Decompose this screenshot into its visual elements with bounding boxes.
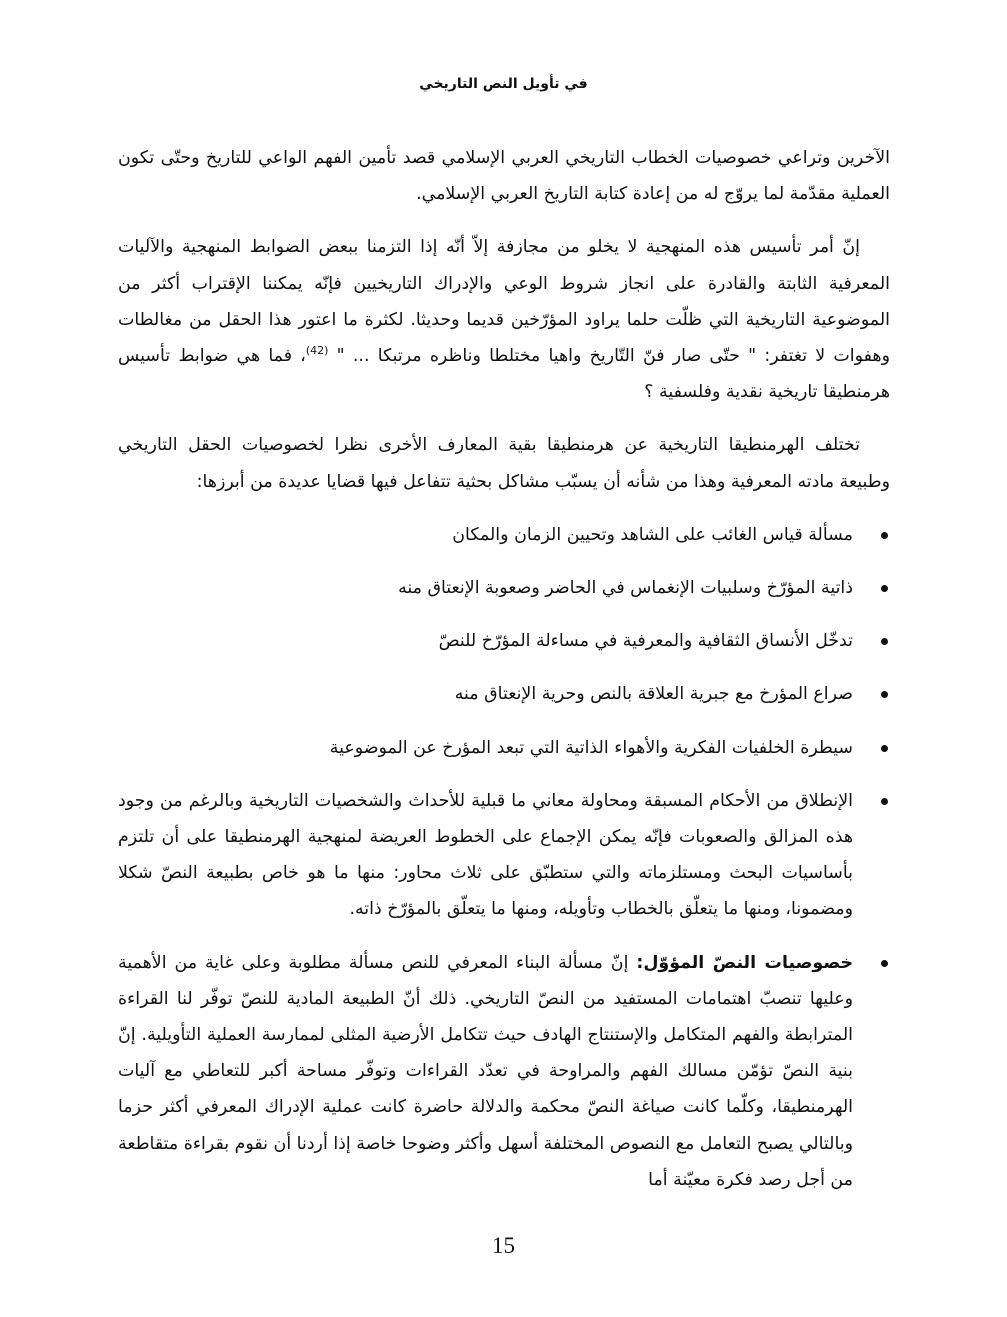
footnote-reference: (42) <box>305 344 329 358</box>
list-item <box>118 676 890 712</box>
running-header-title: في تأويل النص التاريخي <box>419 76 588 92</box>
list-item-text: الإنطلاق من الأحكام المسبقة ومحاولة معاني ما قبلية للأحداث والشخصيات التاريخية وبالرغم من وجود هذه المزالق والصعوبات فإنّه يمكن الإجماع على الخطوط العريضة لمنهجية الهرمنطيقا على أن تلتزم بأساسيات البحث ومستلزماته والتي ستطبّق على ثلاث محاور: منها ما هو خاص بطبيعة النصّ شكلا ومضمونا، ومنها ما يتعلّق بالخطاب وتأويله، ومنها ما يتعلّق بالمؤرّخ ذاته. <box>118 790 853 920</box>
paragraph-1: الآخرين وتراعي خصوصيات الخطاب التاريخي العربي الإسلامي قصد تأمين الفهم الواعي للتاريخ وحتّى تكون العملية مقدّمة لما يروّج له من إعادة كتابة التاريخ العربي الإسلامي. <box>118 148 890 205</box>
bullet-icon <box>881 960 888 967</box>
list-item-text: سيطرة الخلفيات الفكرية والأهواء الذاتية التي تبعد المؤرخ عن الموضوعية <box>329 737 853 758</box>
list-item-text: تدخّل الأنساق الثقافية والمعرفية في مساءلة المؤرّخ للنصّ <box>438 631 853 652</box>
list-item <box>118 783 890 928</box>
paragraph-2-text-after: ، فما هي ضوابط تأسيس هرمنطيقا تاريخية نقدية وفلسفية ؟ <box>118 346 890 403</box>
list-item <box>118 730 890 766</box>
paragraph-3: تختلف الهرمنطيقا التاريخية عن هرمنطيقا بقية المعارف الأخرى نظرا لخصوصيات الحقل التاريخي وطبيعة مادته المعرفية وهذا من شأنه أن يسبّب مشاكل بحثية تتفاعل فيها قضايا عديدة من أبرزها: <box>118 435 890 492</box>
paragraph-2 <box>118 229 890 410</box>
body-text <box>118 140 890 1215</box>
bullet-list <box>118 517 890 1198</box>
bullet-icon <box>881 691 888 698</box>
list-item-text: إنّ مسألة البناء المعرفي للنص مسألة مطلوبة وعلى غاية من الأهمية وعليها تنصبّ اهتمامات المستفيد من النصّ التاريخي. ذلك أنّ الطبيعة المادية للنصّ توفّر لنا القراءة المترابطة والفهم المتكامل والإستنتاج الهادف حيث تتكامل الأرضية المثلى لممارسة العملية التأويلية. إنّ بنية النصّ تؤمّن مسالك الفهم والمراوحة في تعدّد القراءات وتوفّر مساحة أكبر للتعاطي مع آليات الهرمنطيقا، وكلّما كانت صياغة النصّ محكمة والدلالة حاضرة كانت عملية الإدراك المعرفي أكثر حزما وبالتالي يصبح التعامل مع النصوص المختلفة أسهل وأكثر وضوحا خاصة إذا أردنا أن نقوم بقراءة متقاطعة من أجل رصد فكرة معيّنة أما <box>118 952 853 1190</box>
bullet-icon <box>881 532 888 539</box>
list-item <box>118 570 890 606</box>
bullet-icon <box>881 798 888 805</box>
bullet-icon <box>881 638 888 645</box>
bullet-icon <box>881 585 888 592</box>
list-item-text: صراع المؤرخ مع جبرية العلاقة بالنص وحرية الإنعتاق منه <box>454 684 853 705</box>
list-item-term: خصوصيات النصّ المؤوّل: <box>636 952 854 973</box>
list-item <box>118 623 890 659</box>
list-item <box>118 517 890 553</box>
list-item-text: ذاتية المؤرّخ وسلبيات الإنغماس في الحاضر وصعوبة الإنعتاق منه <box>398 578 853 599</box>
list-item <box>118 945 890 1198</box>
page-number: 15 <box>492 1233 515 1258</box>
list-item-text: مسألة قياس الغائب على الشاهد وتحيين الزمان والمكان <box>452 524 853 545</box>
paragraph-2-text-before: إنّ أمر تأسيس هذه المنهجية لا يخلو من مجازفة إلاّ أنّه إذا التزمنا ببعض الضوابط المنهجية والآليات المعرفية الثابتة والقادرة على انجاز شروط الوعي والإدراك التاريخيين فإنّه يمكننا الإقتراب أكثر من الموضوعية التاريخية التي ظلّت حلما يراود المؤرّخين قديما وحديثا. لكثرة ما اعتور هذا الحقل من مغالطات وهفوات لا تغتفر: " حتّى صار فنّ التّاريخ واهيا مختلطا وناظره مرتبكا ... " <box>118 237 890 367</box>
bullet-icon <box>881 745 888 752</box>
